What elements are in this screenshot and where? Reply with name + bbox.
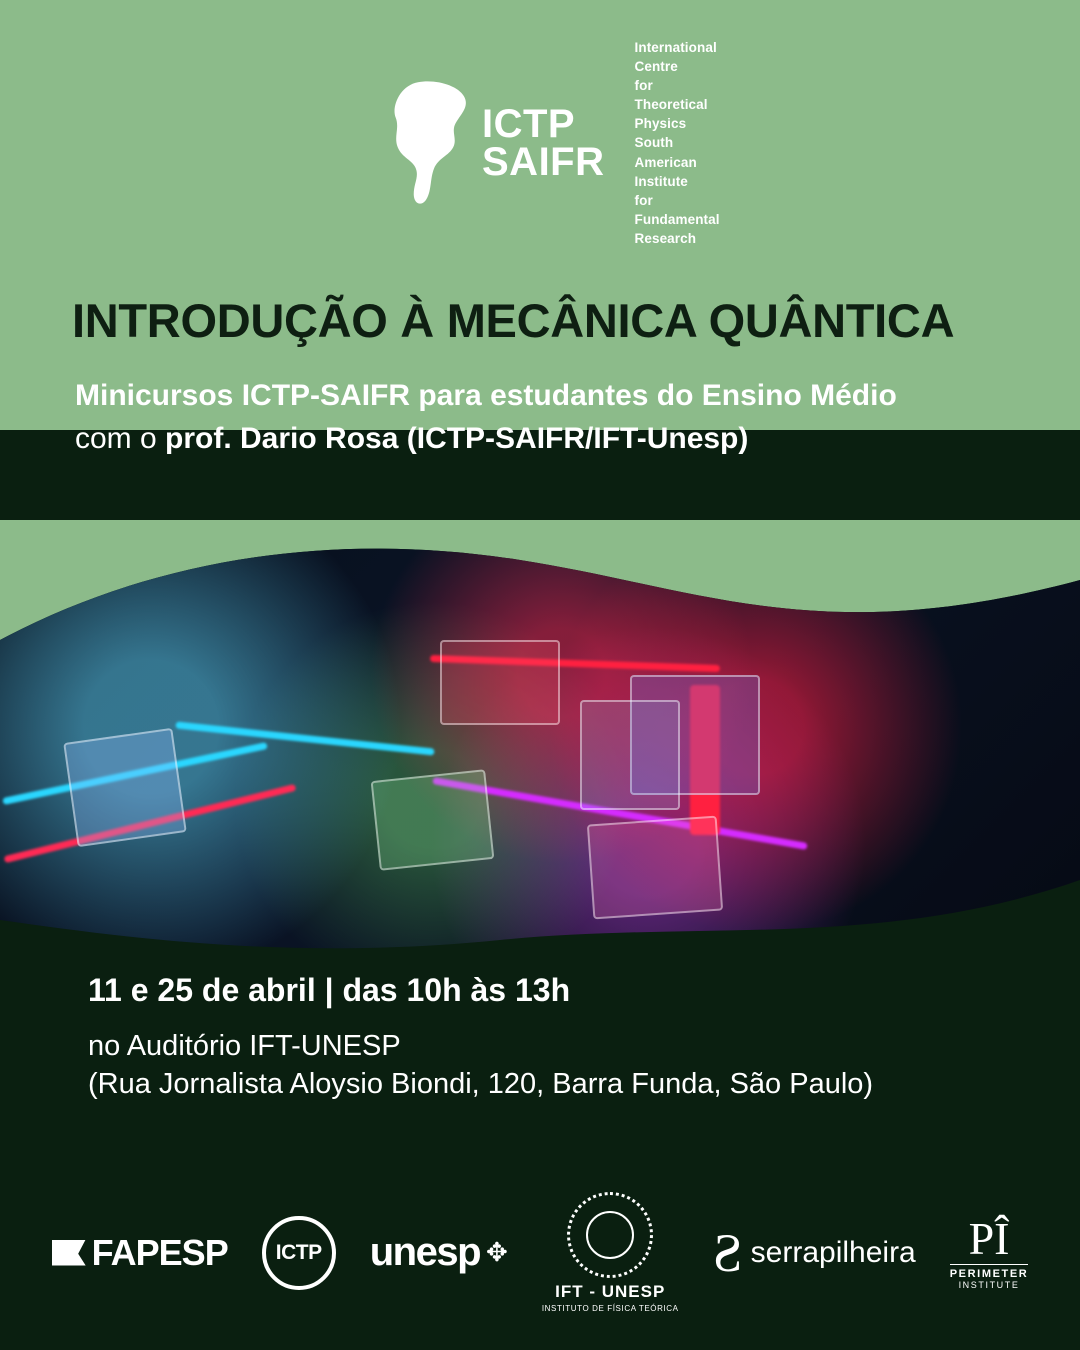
event-dates: 11 e 25 de abril | das 10h às 13h — [88, 972, 571, 1008]
quantum-optics-photo — [0, 520, 1080, 970]
unesp-mark-icon: ✥ — [486, 1237, 508, 1267]
subtitle-speaker: prof. Dario Rosa (ICTP-SAIFR/IFT-Unesp) — [165, 422, 749, 455]
logo-line-ictp: ICTP — [482, 102, 576, 146]
prism-cube-left — [63, 728, 187, 847]
event-address: (Rua Jornalista Aloysio Biondi, 120, Barra Funda, São Paulo) — [88, 1068, 874, 1100]
sponsor-ift-sublabel: INSTITUTO DE FÍSICA TEÓRICA — [541, 1304, 679, 1313]
logo-line-saifr: SAIFR — [482, 140, 605, 184]
south-america-map-icon — [380, 79, 488, 207]
perimeter-glyph-icon: PÎ — [968, 1212, 1010, 1264]
logo-sub-line-1: International Centre — [634, 39, 717, 74]
event-venue: no Auditório IFT-UNESP — [88, 1030, 401, 1062]
ictp-saifr-logo — [380, 39, 720, 247]
fapesp-flag-icon — [52, 1240, 86, 1266]
optic-mount-clear — [580, 700, 680, 810]
sponsor-unesp-label: unesp — [369, 1230, 481, 1274]
page-title: INTRODUÇÃO À MECÂNICA QUÂNTICA — [72, 294, 955, 347]
logo-sub-line-2: for Theoretical Physics — [634, 77, 708, 132]
logo-subtitle — [635, 38, 720, 249]
sponsor-fapesp-label: FAPESP — [91, 1231, 228, 1273]
sponsor-unesp — [370, 1230, 508, 1275]
optic-mount-red — [440, 640, 560, 725]
sponsor-ictp-label: ICTP — [275, 1240, 322, 1264]
logo-sub-line-3: South American Institute — [634, 135, 697, 189]
subtitle-prefix: com o — [75, 422, 166, 455]
sponsor-ictp — [262, 1216, 336, 1290]
subtitle-line-2 — [75, 420, 1005, 458]
beam-cyan-mid — [175, 721, 434, 755]
sponsor-perimeter-sublabel: INSTITUTE — [958, 1279, 1020, 1290]
sponsor-ift-label: IFT - UNESP — [555, 1282, 666, 1301]
logo-wordmark — [482, 102, 605, 184]
sponsor-perimeter-label: PERIMETER — [950, 1264, 1029, 1280]
ift-unesp-ring-icon — [567, 1192, 653, 1278]
sponsor-serrapilheira — [712, 1222, 916, 1283]
sponsor-fapesp — [52, 1232, 228, 1274]
prism-cube-center — [371, 769, 495, 871]
serrapilheira-glyph-icon: Ƨ — [712, 1222, 743, 1283]
logo-sub-line-4: for Fundamental Research — [634, 192, 720, 247]
sponsor-ift-unesp — [542, 1192, 679, 1313]
subtitle-line-1: Minicursos ICTP-SAIFR para estudantes do Ensino Médio — [75, 379, 897, 412]
sponsor-perimeter-institute — [949, 1212, 1029, 1290]
sponsor-serrapilheira-label: serrapilheira — [750, 1235, 916, 1269]
ictp-logo-icon — [262, 1216, 336, 1290]
photo-band — [0, 520, 1080, 970]
sponsor-row — [0, 1195, 1080, 1313]
optic-mount-pink — [587, 816, 723, 920]
